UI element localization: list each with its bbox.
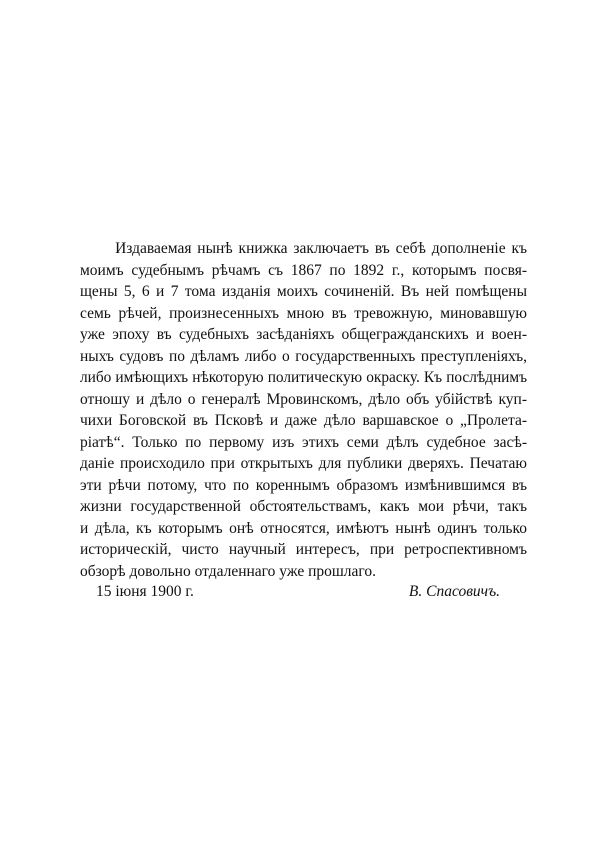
text-line: эти рѣчи потому, что по кореннымъ образомъ измѣнившимся въ [80, 476, 527, 494]
signature-date: 15 іюня 1900 г. [96, 583, 194, 600]
text-line: и дѣла, къ которымъ онѣ относятся, имѣютъ нынѣ одинъ только [80, 519, 527, 537]
text-line: чихи Боговской въ Псковѣ и даже дѣло варшавское о „Пролета- [80, 412, 527, 429]
text-line: отношу и дѣло о генералѣ Мровинскомъ, дѣло объ убійствѣ куп- [80, 390, 527, 408]
text-line: Издаваемая нынѣ книжка заключаетъ въ себѣ дополненіе къ [80, 240, 527, 257]
text-line: ныхъ судовъ по дѣламъ либо о государственныхъ преступленіяхъ, [80, 347, 527, 365]
text-line: семь рѣчей, произнесенныхъ мною въ тревожную, миновавшую [80, 304, 527, 322]
text-line: либо имѣющихъ нѣкоторую политическую окраску. Къ послѣднимъ [80, 369, 527, 386]
text-line-last: обзорѣ довольно отдаленнаго уже прошлаго. [80, 562, 377, 580]
text-line: жизни государственной обстоятельствамъ, какъ мои рѣчи, такъ [80, 498, 527, 515]
text-line: даніе происходило при открытыхъ для публики дверяхъ. Печатаю [80, 455, 527, 472]
text-line: уже эпоху въ судебныхъ засѣданіяхъ общегражданскихъ и воен- [80, 326, 527, 343]
text-line: щены 5, 6 и 7 тома изданія моихъ сочиненій. Въ ней помѣщены [80, 283, 527, 300]
text-line: историческій, чисто научный интересъ, при ретроспективномъ [80, 541, 527, 558]
text-line: моимъ судебнымъ рѣчамъ съ 1867 по 1892 г., которымъ посвя- [80, 261, 527, 279]
signature-row [96, 580, 500, 604]
signature-author: В. Спасовичъ. [408, 583, 500, 600]
text-line: ріатѣ“. Только по первому изъ этихъ семи дѣлъ судебное засѣ- [80, 433, 527, 451]
preface-paragraph [80, 238, 527, 582]
